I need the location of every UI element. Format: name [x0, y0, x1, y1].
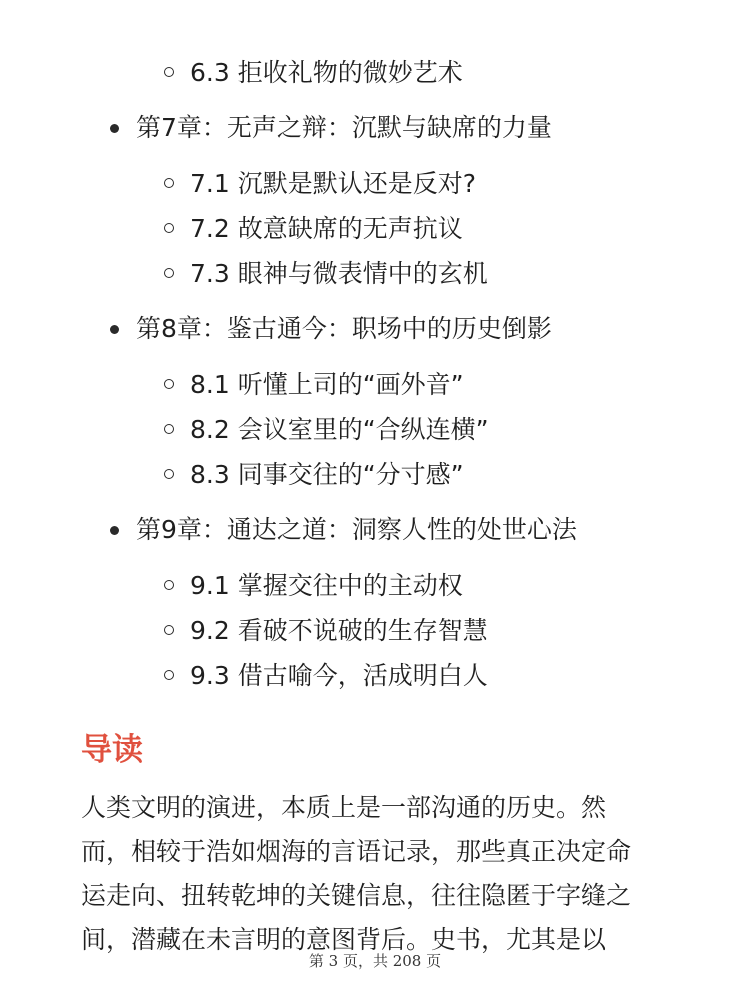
body-line: 间，潜藏在未言明的意图背后。史书，尤其是以	[81, 925, 607, 954]
body-paragraph	[81, 786, 673, 962]
toc-section-item[interactable]	[0, 206, 750, 251]
toc-chapter-item[interactable]	[0, 306, 750, 352]
toc-chapter-7	[0, 105, 750, 306]
body-line: 而，相较于浩如烟海的言语记录，那些真正决定命	[81, 837, 632, 866]
disc-bullet-icon	[110, 124, 119, 133]
toc-section-label: 8.3 同事交往的“分寸感”	[190, 460, 464, 489]
toc-chapter-item[interactable]	[0, 105, 750, 151]
toc-section-label: 9.2 看破不说破的生存智慧	[190, 616, 488, 645]
body-line: 运走向、扭转乾坤的关键信息，往往隐匿于字缝之	[81, 881, 632, 910]
toc-section-list	[0, 362, 750, 497]
toc-section-item[interactable]	[0, 563, 750, 608]
toc-section-label: 7.1 沉默是默认还是反对?	[190, 169, 476, 198]
toc-section-item[interactable]	[0, 653, 750, 698]
toc-section-label: 7.3 眼神与微表情中的玄机	[190, 259, 488, 288]
toc-chapter-9	[0, 507, 750, 698]
toc-section-label: 9.1 掌握交往中的主动权	[190, 571, 463, 600]
toc-section-label: 9.3 借古喻今，活成明白人	[190, 661, 488, 690]
circle-bullet-icon	[164, 268, 174, 278]
section-heading: 导读	[81, 732, 143, 768]
body-line: 人类文明的演进，本质上是一部沟通的历史。然	[81, 793, 607, 822]
toc-section-label: 8.1 听懂上司的“画外音”	[190, 370, 464, 399]
circle-bullet-icon	[164, 424, 174, 434]
toc-section-label: 6.3 拒收礼物的微妙艺术	[190, 58, 463, 87]
circle-bullet-icon	[164, 67, 174, 77]
toc-section-item[interactable]	[0, 407, 750, 452]
circle-bullet-icon	[164, 469, 174, 479]
toc-section-item[interactable]	[0, 50, 750, 95]
circle-bullet-icon	[164, 625, 174, 635]
toc-section-item[interactable]	[0, 251, 750, 296]
toc-section-label: 8.2 会议室里的“合纵连横”	[190, 415, 489, 444]
toc-chapter-item[interactable]	[0, 507, 750, 553]
toc-section-list	[0, 563, 750, 698]
toc-section-item[interactable]	[0, 452, 750, 497]
circle-bullet-icon	[164, 670, 174, 680]
toc-chapter-label: 第9章：通达之道：洞察人性的处世心法	[136, 515, 577, 544]
circle-bullet-icon	[164, 580, 174, 590]
toc-section-item[interactable]	[0, 608, 750, 653]
toc-chapter-label: 第7章：无声之辩：沉默与缺席的力量	[136, 113, 552, 142]
disc-bullet-icon	[110, 526, 119, 535]
circle-bullet-icon	[164, 379, 174, 389]
toc-section-list	[0, 161, 750, 296]
table-of-contents	[0, 50, 750, 698]
toc-section-label: 7.2 故意缺席的无声抗议	[190, 214, 463, 243]
toc-section-item[interactable]	[0, 161, 750, 206]
page-number-footer: 第 3 页，共 208 页	[308, 952, 442, 970]
toc-chapter-8	[0, 306, 750, 507]
toc-section-list	[0, 50, 750, 95]
toc-section-item[interactable]	[0, 362, 750, 407]
toc-chapter-6-continued	[0, 50, 750, 105]
circle-bullet-icon	[164, 178, 174, 188]
circle-bullet-icon	[164, 223, 174, 233]
disc-bullet-icon	[110, 325, 119, 334]
toc-chapter-label: 第8章：鉴古通今：职场中的历史倒影	[136, 314, 552, 343]
